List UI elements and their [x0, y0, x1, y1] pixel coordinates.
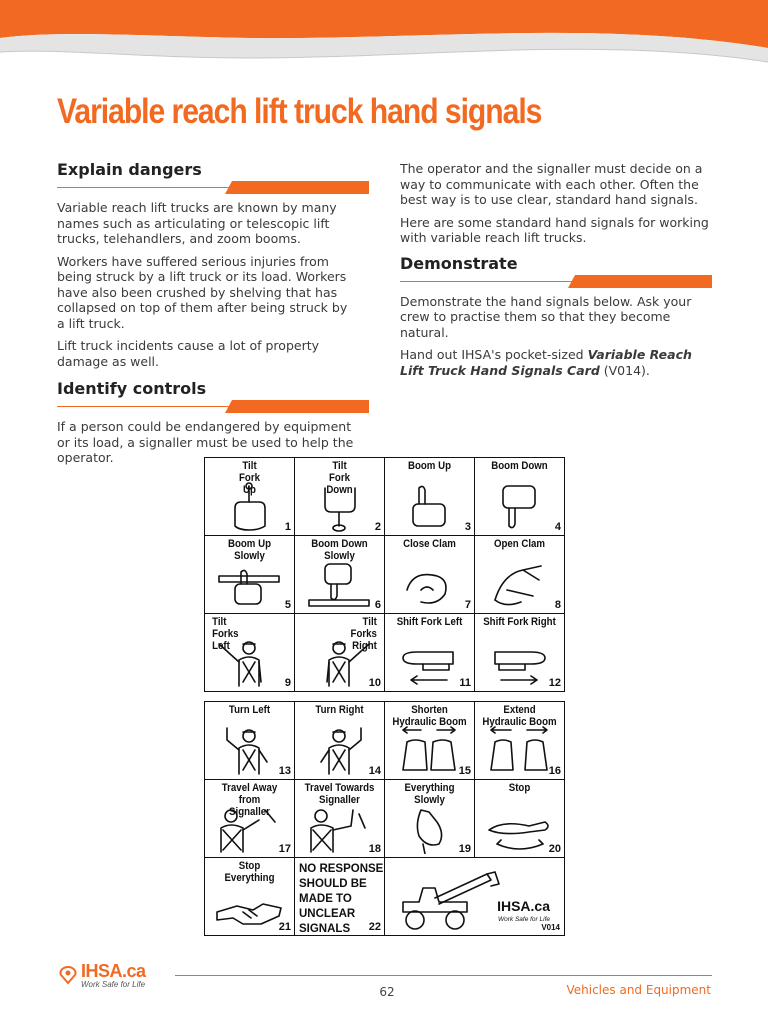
signal-label: Close Clam [403, 538, 456, 550]
right-paragraph-1: The operator and the signaller must decide on a way to communicate with each other. Often the best way is to use clear, standard hand signals. [400, 161, 703, 207]
signal-label: Open Clam [493, 538, 546, 550]
signal-number: 19 [458, 843, 471, 855]
signal-cell-7 [385, 536, 475, 614]
right-column [400, 161, 712, 385]
signal-cell-12 [475, 614, 565, 692]
page-title: Variable reach lift truck hand signals [57, 92, 542, 131]
thumb-up-slow-icon [213, 560, 285, 610]
signal-cell-4 [475, 458, 565, 536]
demonstrate-heading: Demonstrate [400, 253, 518, 273]
identify-paragraph-1: If a person could be endangered by equipment or its load, a signaller must be used to help the operator. [57, 419, 354, 465]
hand-close-icon [393, 560, 465, 610]
point-right-icon [483, 638, 555, 688]
signal-label: Travel Away from Signaller [221, 782, 278, 818]
explain-paragraph-3: Lift truck incidents cause a lot of property damage as well. [57, 338, 320, 369]
signal-number: 16 [548, 765, 561, 777]
signal-number: 20 [548, 843, 561, 855]
hand-signals-grid-top [204, 457, 565, 692]
signal-cell-6 [295, 536, 385, 614]
handshake-icon [213, 882, 285, 932]
signal-cell-11 [385, 614, 475, 692]
identify-controls-heading-block [57, 381, 357, 413]
explain-dangers-heading-block [57, 162, 357, 194]
identify-controls-heading: Identify controls [57, 379, 207, 398]
card-code: V014 [541, 923, 560, 932]
signal-row [205, 780, 565, 858]
signal-cell-22 [295, 858, 385, 936]
signal-number: 8 [554, 599, 561, 611]
footer-section-name: Vehicles and Equipment [566, 983, 711, 997]
card-logo [497, 898, 550, 923]
signal-label: Tilt Forks Right [350, 616, 377, 652]
signal-cell-18 [295, 780, 385, 858]
explain-dangers-heading: Explain dangers [57, 160, 202, 179]
signal-label: Shift Fork Left [396, 616, 463, 628]
signal-cell-2 [295, 458, 385, 536]
signal-number: 13 [278, 765, 291, 777]
signal-label: Stop Everything [224, 860, 275, 884]
signal-label: Stop [508, 782, 531, 794]
signal-label: Tilt Fork Up [239, 460, 260, 496]
signal-label: Shift Fork Right [483, 616, 556, 628]
header-banner [0, 0, 768, 90]
signal-row [205, 536, 565, 614]
signal-number: 18 [368, 843, 381, 855]
signals-card-cell [385, 858, 565, 936]
worker-wave-toward-icon [303, 804, 375, 854]
ihsa-logo-icon [57, 965, 79, 985]
signal-number: 1 [284, 521, 291, 533]
footer-logo [57, 961, 146, 989]
demonstrate-text-end: (V014). [599, 362, 650, 378]
demonstrate-text: Hand out IHSA's pocket-sized [400, 347, 588, 362]
explain-paragraph-1: Variable reach lift trucks are known by many names such as articulating or telescopic lift trucks, telehandlers, and zoom booms. [57, 200, 337, 246]
telehandler-icon [395, 864, 505, 934]
signal-number: 9 [284, 677, 291, 689]
signal-cell-16 [475, 702, 565, 780]
signal-number: 14 [368, 765, 381, 777]
signal-number: 5 [284, 599, 291, 611]
signal-label: Everything Slowly [404, 782, 455, 806]
signal-cell-5 [205, 536, 295, 614]
card-title-emphasis: Variable Reach Lift Truck Hand Signals Card [400, 347, 692, 378]
signal-number: 2 [374, 521, 381, 533]
signal-cell-17 [205, 780, 295, 858]
heading-underline-icon [57, 398, 369, 414]
signal-number: 11 [459, 677, 471, 689]
signal-label: Boom Up [407, 460, 452, 472]
left-column [57, 162, 357, 473]
signal-label: Boom Down Slowly [311, 538, 368, 562]
signal-label: Boom Down [491, 460, 548, 472]
right-paragraph-2: Here are some standard hand signals for working with variable reach lift trucks. [400, 214, 709, 245]
signal-row [205, 858, 565, 936]
thumb-down-slow-icon [303, 560, 375, 610]
signal-row [205, 614, 565, 692]
signal-number: 12 [548, 677, 561, 689]
signal-number: 6 [374, 599, 381, 611]
signal-number: 22 [368, 921, 381, 933]
thumb-up-icon [393, 482, 465, 532]
unclear-signals-warning: NO RESPONSE SHOULD BE MADE TO UNCLEAR SIGNALS [299, 863, 384, 935]
heading-underline-icon [57, 179, 369, 195]
explain-paragraph-2: Workers have suffered serious injuries from being struck by a lift truck or its load. Workers have also been crushed by shelving that has collapsed on top of them after being struck by a lift truck. [57, 253, 348, 331]
worker-turn-left-icon [213, 726, 285, 776]
card-brand: IHSA.ca [497, 898, 550, 914]
footer-brand-text: IHSA.ca [81, 961, 146, 981]
hand-signals-grid-bottom [204, 701, 565, 936]
signal-label: Turn Right [315, 704, 364, 716]
signal-cell-20 [475, 780, 565, 858]
signal-cell-15 [385, 702, 475, 780]
signal-number: 15 [458, 765, 471, 777]
signal-cell-14 [295, 702, 385, 780]
fists-together-icon [393, 726, 465, 776]
signal-label: Shorten Hydraulic Boom [392, 704, 467, 728]
signal-number: 17 [278, 843, 291, 855]
signal-number: 21 [278, 921, 291, 933]
signal-row [205, 702, 565, 780]
signal-cell-1 [205, 458, 295, 536]
signal-label: Turn Left [228, 704, 271, 716]
footer-divider [175, 975, 712, 976]
thumb-down-icon [483, 482, 555, 532]
signal-label: Boom Up Slowly [227, 538, 272, 562]
signal-cell-8 [475, 536, 565, 614]
point-left-icon [393, 638, 465, 688]
signal-cell-3 [385, 458, 475, 536]
fists-apart-icon [483, 726, 555, 776]
card-tagline: Work Safe for Life [497, 916, 550, 923]
signal-label: Extend Hydraulic Boom [482, 704, 557, 728]
signal-number: 3 [464, 521, 471, 533]
signal-cell-19 [385, 780, 475, 858]
signal-cell-10 [295, 614, 385, 692]
signal-cell-9 [205, 614, 295, 692]
demonstrate-paragraph-1: Demonstrate the hand signals below. Ask your crew to practise them so that they become natural. [400, 293, 692, 340]
signal-label: Tilt Forks Left [212, 616, 239, 652]
footer-tagline: Work Safe for Life [81, 980, 146, 989]
page-number: 62 [379, 985, 395, 999]
arm-swing-icon [483, 804, 555, 854]
signal-label: Tilt Fork Down [326, 460, 353, 496]
signal-number: 4 [554, 521, 561, 533]
demonstrate-heading-block [400, 253, 712, 288]
signal-number: 10 [368, 677, 381, 689]
signal-number: 7 [464, 599, 471, 611]
hand-open-icon [483, 560, 555, 610]
heading-underline-icon [400, 273, 712, 289]
signal-label: Travel Towards Signaller [304, 782, 375, 806]
signal-row [205, 458, 565, 536]
demonstrate-paragraph-2 [400, 347, 712, 378]
signal-cell-13 [205, 702, 295, 780]
signal-cell-21 [205, 858, 295, 936]
hand-pat-icon [393, 804, 465, 854]
worker-turn-right-icon [303, 726, 375, 776]
